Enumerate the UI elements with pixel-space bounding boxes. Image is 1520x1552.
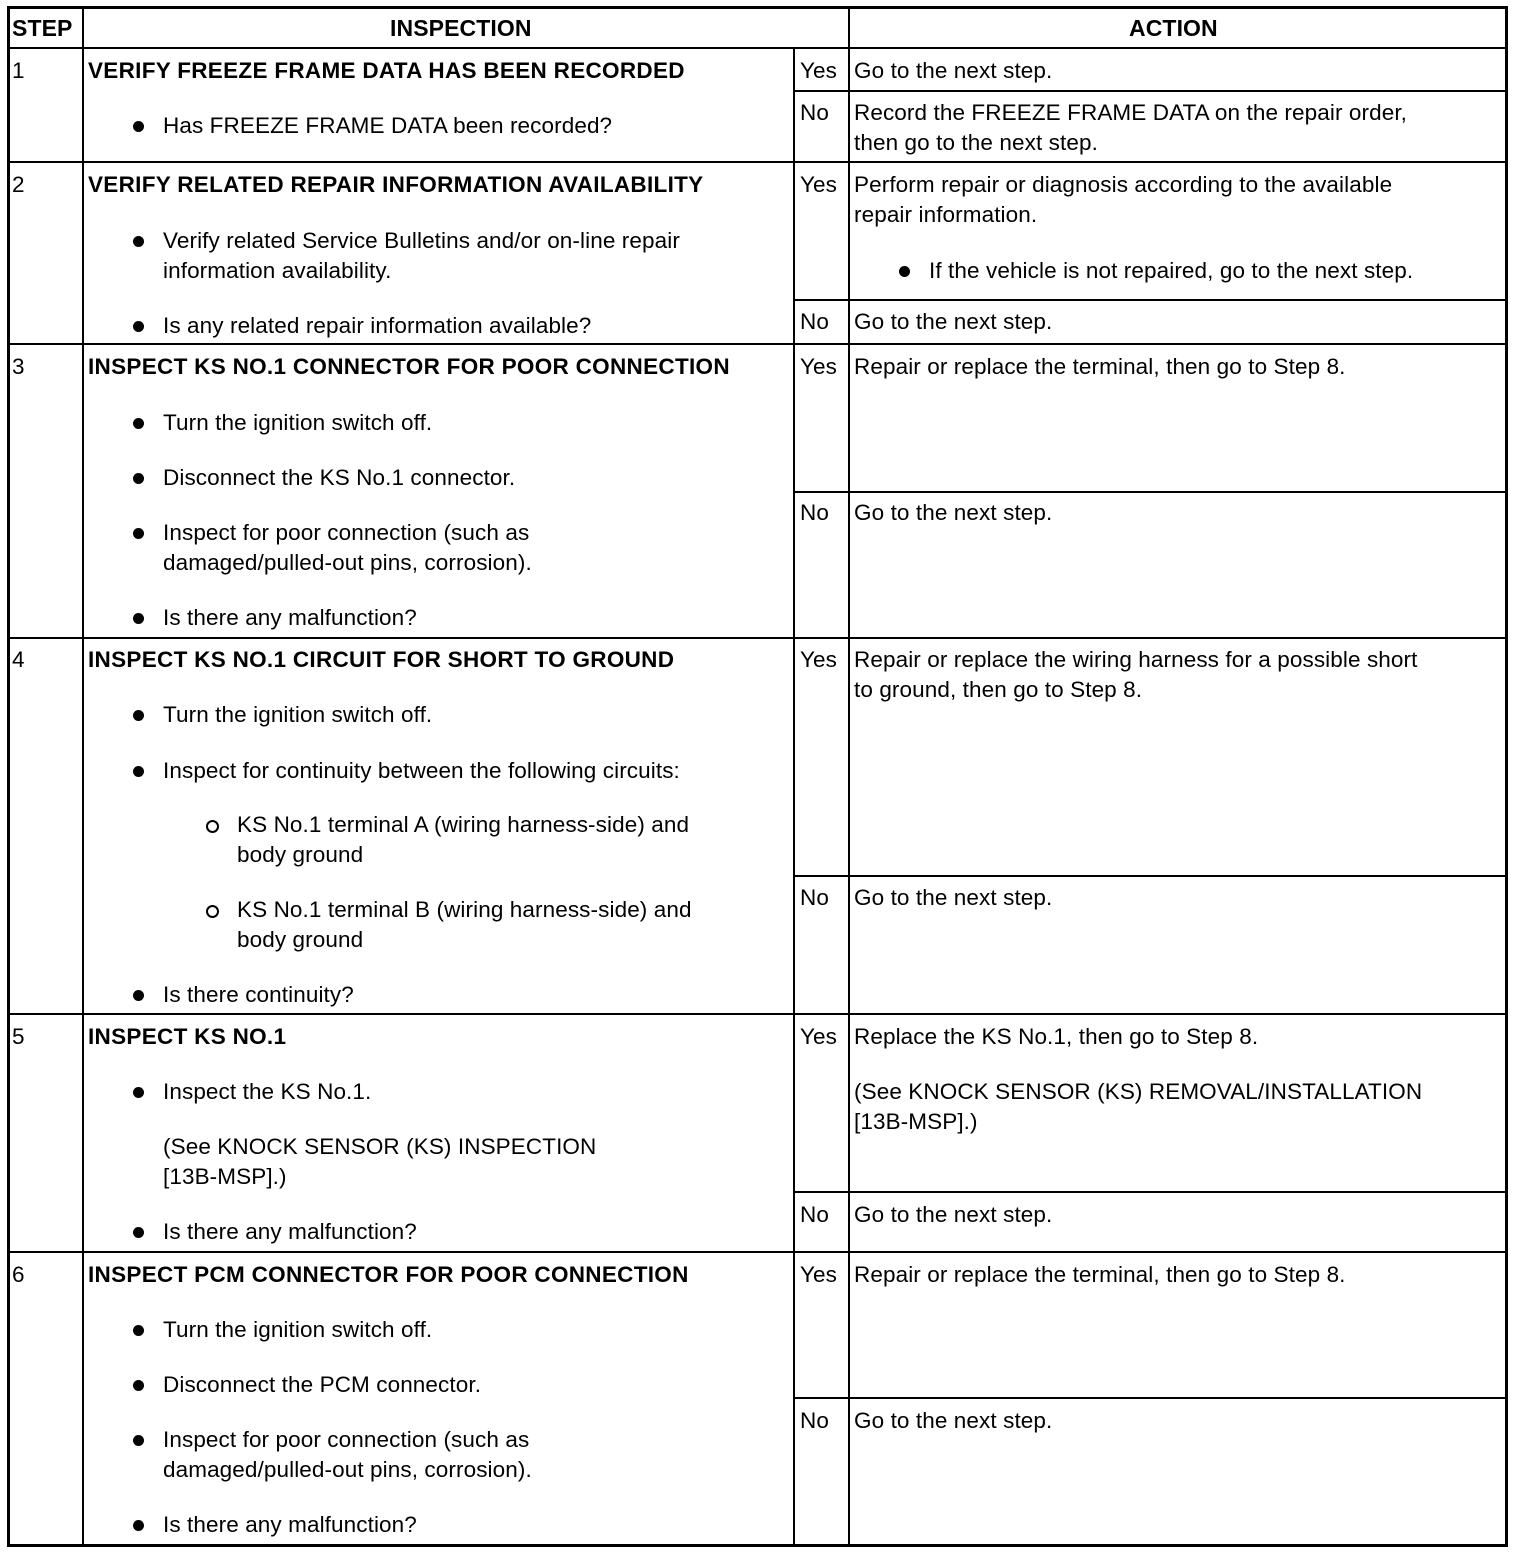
col-divider-yesno: [793, 48, 795, 1547]
bullet-icon: [133, 1227, 144, 1238]
inspection-item: Is there any malfunction?: [163, 605, 417, 630]
inspection-subitem: body ground: [237, 842, 364, 867]
yes-no-divider: [793, 1191, 1508, 1193]
inspection-subitem: body ground: [237, 927, 364, 952]
yes-label: Yes: [800, 354, 838, 379]
no-action: then go to the next step.: [854, 130, 1098, 155]
yes-no-divider: [793, 491, 1508, 493]
inspection-item: Disconnect the PCM connector.: [163, 1372, 482, 1397]
bullet-icon: [133, 1087, 144, 1098]
diagnostic-table: [7, 6, 1508, 1547]
bullet-icon: [133, 236, 144, 247]
inspection-item: Is there any malfunction?: [163, 1512, 417, 1537]
yes-label: Yes: [800, 1262, 838, 1287]
row-divider: [7, 343, 1508, 345]
inspection-item: Turn the ignition switch off.: [163, 410, 433, 435]
bullet-icon: [133, 528, 144, 539]
yes-no-divider: [793, 299, 1508, 301]
yes-action: Replace the KS No.1, then go to Step 8.: [854, 1024, 1259, 1049]
bullet-icon: [899, 266, 910, 277]
no-label: No: [800, 1202, 829, 1227]
border-left: [7, 6, 10, 1547]
inspection-subitem: KS No.1 terminal A (wiring harness-side) and: [237, 812, 690, 837]
no-action: Go to the next step.: [854, 309, 1053, 334]
bullet-icon: [133, 1325, 144, 1336]
yes-action: Repair or replace the terminal, then go to Step 8.: [854, 1262, 1346, 1287]
yes-action: Go to the next step.: [854, 58, 1053, 83]
step-title: VERIFY RELATED REPAIR INFORMATION AVAILABILITY: [88, 172, 704, 197]
bullet-icon: [133, 121, 144, 132]
no-action: Go to the next step.: [854, 500, 1053, 525]
inspection-note: [13B-MSP].): [163, 1164, 287, 1189]
yes-action: to ground, then go to Step 8.: [854, 677, 1143, 702]
col-divider-step: [82, 6, 84, 1547]
inspection-item: Verify related Service Bulletins and/or on-line repair: [163, 228, 680, 253]
step-number: 5: [12, 1024, 25, 1049]
no-label: No: [800, 500, 829, 525]
step-title: INSPECT KS NO.1 CIRCUIT FOR SHORT TO GROUND: [88, 647, 675, 672]
no-action: Go to the next step.: [854, 1202, 1053, 1227]
border-bottom: [7, 1544, 1508, 1547]
no-label: No: [800, 309, 829, 334]
yes-label: Yes: [800, 647, 838, 672]
inspection-note: (See KNOCK SENSOR (KS) INSPECTION: [163, 1134, 597, 1159]
bullet-icon: [133, 418, 144, 429]
yes-action: Repair or replace the terminal, then go to Step 8.: [854, 354, 1346, 379]
inspection-item: Inspect for poor connection (such as: [163, 520, 530, 545]
yes-no-divider: [793, 1397, 1508, 1399]
inspection-item: Is any related repair information available?: [163, 313, 592, 338]
step-number: 3: [12, 354, 25, 379]
header-action: ACTION: [1129, 15, 1218, 41]
yes-action: Perform repair or diagnosis according to the available: [854, 172, 1393, 197]
step-number: 2: [12, 172, 25, 197]
inspection-item: Inspect the KS No.1.: [163, 1079, 372, 1104]
inspection-item: Turn the ignition switch off.: [163, 702, 433, 727]
yes-action-note: [13B-MSP].): [854, 1109, 978, 1134]
bullet-icon: [133, 766, 144, 777]
border-right: [1505, 6, 1508, 1547]
step-number: 4: [12, 647, 25, 672]
no-action: Go to the next step.: [854, 885, 1053, 910]
inspection-item: Inspect for continuity between the following circuits:: [163, 758, 680, 783]
step-title: INSPECT KS NO.1: [88, 1024, 287, 1049]
no-action: Go to the next step.: [854, 1408, 1053, 1433]
row-divider: [7, 637, 1508, 639]
step-number: 6: [12, 1262, 25, 1287]
bullet-icon: [133, 613, 144, 624]
inspection-subitem: KS No.1 terminal B (wiring harness-side) and: [237, 897, 692, 922]
bullet-icon: [133, 321, 144, 332]
bullet-icon: [133, 710, 144, 721]
inspection-item: Has FREEZE FRAME DATA been recorded?: [163, 113, 613, 138]
step-title: INSPECT KS NO.1 CONNECTOR FOR POOR CONNECTION: [88, 354, 730, 379]
header-inspection: INSPECTION: [390, 15, 532, 41]
yes-label: Yes: [800, 1024, 838, 1049]
inspection-item: damaged/pulled-out pins, corrosion).: [163, 1457, 532, 1482]
bullet-icon: [133, 1520, 144, 1531]
no-label: No: [800, 100, 829, 125]
col-divider-action: [848, 6, 850, 1547]
yes-label: Yes: [800, 58, 838, 83]
bullet-icon: [133, 1380, 144, 1391]
inspection-item: Is there continuity?: [163, 982, 354, 1007]
yes-label: Yes: [800, 172, 838, 197]
row-divider: [7, 161, 1508, 163]
inspection-item: Is there any malfunction?: [163, 1219, 417, 1244]
yes-action-bullet: If the vehicle is not repaired, go to the next step.: [929, 258, 1414, 283]
inspection-item: Disconnect the KS No.1 connector.: [163, 465, 516, 490]
bullet-icon: [133, 473, 144, 484]
yes-action-note: (See KNOCK SENSOR (KS) REMOVAL/INSTALLATION: [854, 1079, 1423, 1104]
header-step: STEP: [12, 15, 73, 41]
bullet-icon: [133, 1435, 144, 1446]
header-divider: [7, 47, 1508, 49]
row-divider: [7, 1013, 1508, 1015]
yes-no-divider: [793, 90, 1508, 92]
inspection-item: information availability.: [163, 258, 392, 283]
no-label: No: [800, 1408, 829, 1433]
yes-action: Repair or replace the wiring harness for a possible short: [854, 647, 1418, 672]
bullet-icon: [133, 990, 144, 1001]
step-title: INSPECT PCM CONNECTOR FOR POOR CONNECTION: [88, 1262, 689, 1287]
inspection-item: Inspect for poor connection (such as: [163, 1427, 530, 1452]
yes-action: repair information.: [854, 202, 1038, 227]
step-number: 1: [12, 58, 25, 83]
row-divider: [7, 1251, 1508, 1253]
no-action: Record the FREEZE FRAME DATA on the repair order,: [854, 100, 1408, 125]
no-label: No: [800, 885, 829, 910]
inspection-item: Turn the ignition switch off.: [163, 1317, 433, 1342]
border-top: [7, 6, 1508, 9]
circle-bullet-icon: [206, 820, 219, 833]
yes-no-divider: [793, 875, 1508, 877]
circle-bullet-icon: [206, 905, 219, 918]
step-title: VERIFY FREEZE FRAME DATA HAS BEEN RECORDED: [88, 58, 685, 83]
inspection-item: damaged/pulled-out pins, corrosion).: [163, 550, 532, 575]
